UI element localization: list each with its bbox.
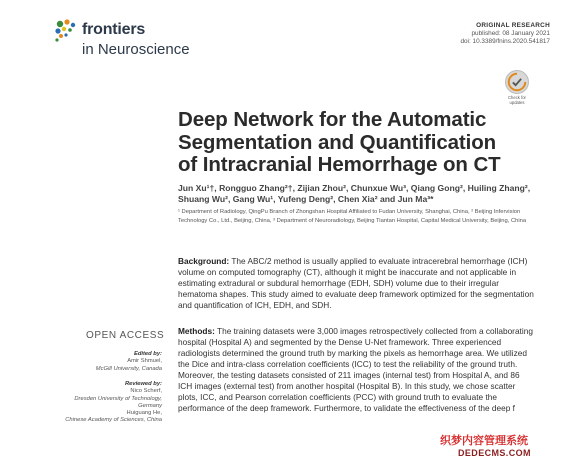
reviewed-by-section xyxy=(2,381,162,425)
background-text: The ABC/2 method is usually applied to evaluate intracerebral hemorrhage (ICH) volume on computed tomography (CT), although it might be inaccurate and not applicable in estimating extradural or subdural hemorrhage (EDH, SDH) volume due to their irregular hematoma shapes. This study aimed to evaluate deep framework optimized for the segmentation and quantification of ICH, EDH, and SDH. xyxy=(178,256,534,310)
article-title: Deep Network for the Automatic Segmentation and Quantification of Intracranial Hemorrhage on CT xyxy=(178,108,501,176)
journal-section: in Neuroscience xyxy=(82,41,190,58)
watermark-line-1: 织梦内容管理系统 xyxy=(440,435,528,447)
author-list: Jun Xu¹†, Rongguo Zhang²†, Zijian Zhou², Chunxue Wu³, Qiang Gong², Huiling Zhang², Shuang Wu², Gang Wu¹, Yufeng Deng², Chen Xia² and Jun Ma³* xyxy=(178,183,531,204)
affiliations: ¹ Department of Radiology, QingPu Branch of Zhongshan Hospital Affiliated to Fudan University, Shanghai, China, ² Beijing Infervision Technology Co., Ltd., Beijing, China, ³ Department of Neuroradiology, Beijing Tiantan Hospital, Capital Medical University, Beijing, China xyxy=(178,209,527,224)
doi-link[interactable]: doi: 10.3389/fnins.2020.541817 xyxy=(460,38,550,45)
background-label: Background: xyxy=(178,256,230,266)
edited-by-label: Edited by: xyxy=(133,351,162,357)
abstract-methods xyxy=(178,326,535,414)
reviewer-2-name: Huiguang He, xyxy=(126,410,162,417)
editor-name: Amir Shmuel, xyxy=(127,358,162,365)
site-watermark xyxy=(440,432,564,462)
check-updates-label: Check for updates xyxy=(508,95,526,105)
editor-affiliation: McGill University, Canada xyxy=(95,365,162,372)
edited-by-section xyxy=(2,351,162,373)
journal-name: frontiers xyxy=(82,21,146,38)
journal-logo xyxy=(52,17,212,63)
reviewer-1-country: Germany xyxy=(138,402,162,409)
frontiers-logo-icon xyxy=(52,17,82,47)
methods-text: The training datasets were 3,000 images retrospectively collected from a collaborating hospital (Hospital A) and segmented by the Dense U-Net framework. Three experienced radiologists determined the ground truth by marking the pixels as hemorrhage area. We utilized the Dice and intra-class correlation coefficients (ICC) to test the reliability of the ground truth. Moreover, the testing datasets consisted of 211 images (internal test) from Hospital A, and 86 ICH images (external test) from another hospital (Hospital B). In this study, we chose scatter plots, ICC, and Pearson correlation coefficients (PCC) with ground truth to evaluate the performance of the deep framework. Furthermore, to validate the effectiveness of the deep f xyxy=(178,326,533,413)
article-type: ORIGINAL RESEARCH xyxy=(476,22,550,29)
reviewer-1-affiliation: Dresden University of Technology, xyxy=(74,395,162,402)
open-access-label: OPEN ACCESS xyxy=(86,330,165,341)
check-for-updates-badge[interactable] xyxy=(502,68,532,108)
article-meta xyxy=(370,22,550,46)
methods-label: Methods: xyxy=(178,326,215,336)
check-updates-icon xyxy=(505,70,529,94)
reviewer-1-name: Nico Scherf, xyxy=(130,388,162,395)
reviewer-2-affiliation: Chinese Academy of Sciences, China xyxy=(65,417,162,424)
abstract-background xyxy=(178,256,535,311)
watermark-line-2: DEDECMS.COM xyxy=(458,448,531,458)
published-date: published: 08 January 2021 xyxy=(471,30,550,37)
reviewed-by-label: Reviewed by: xyxy=(124,381,162,387)
